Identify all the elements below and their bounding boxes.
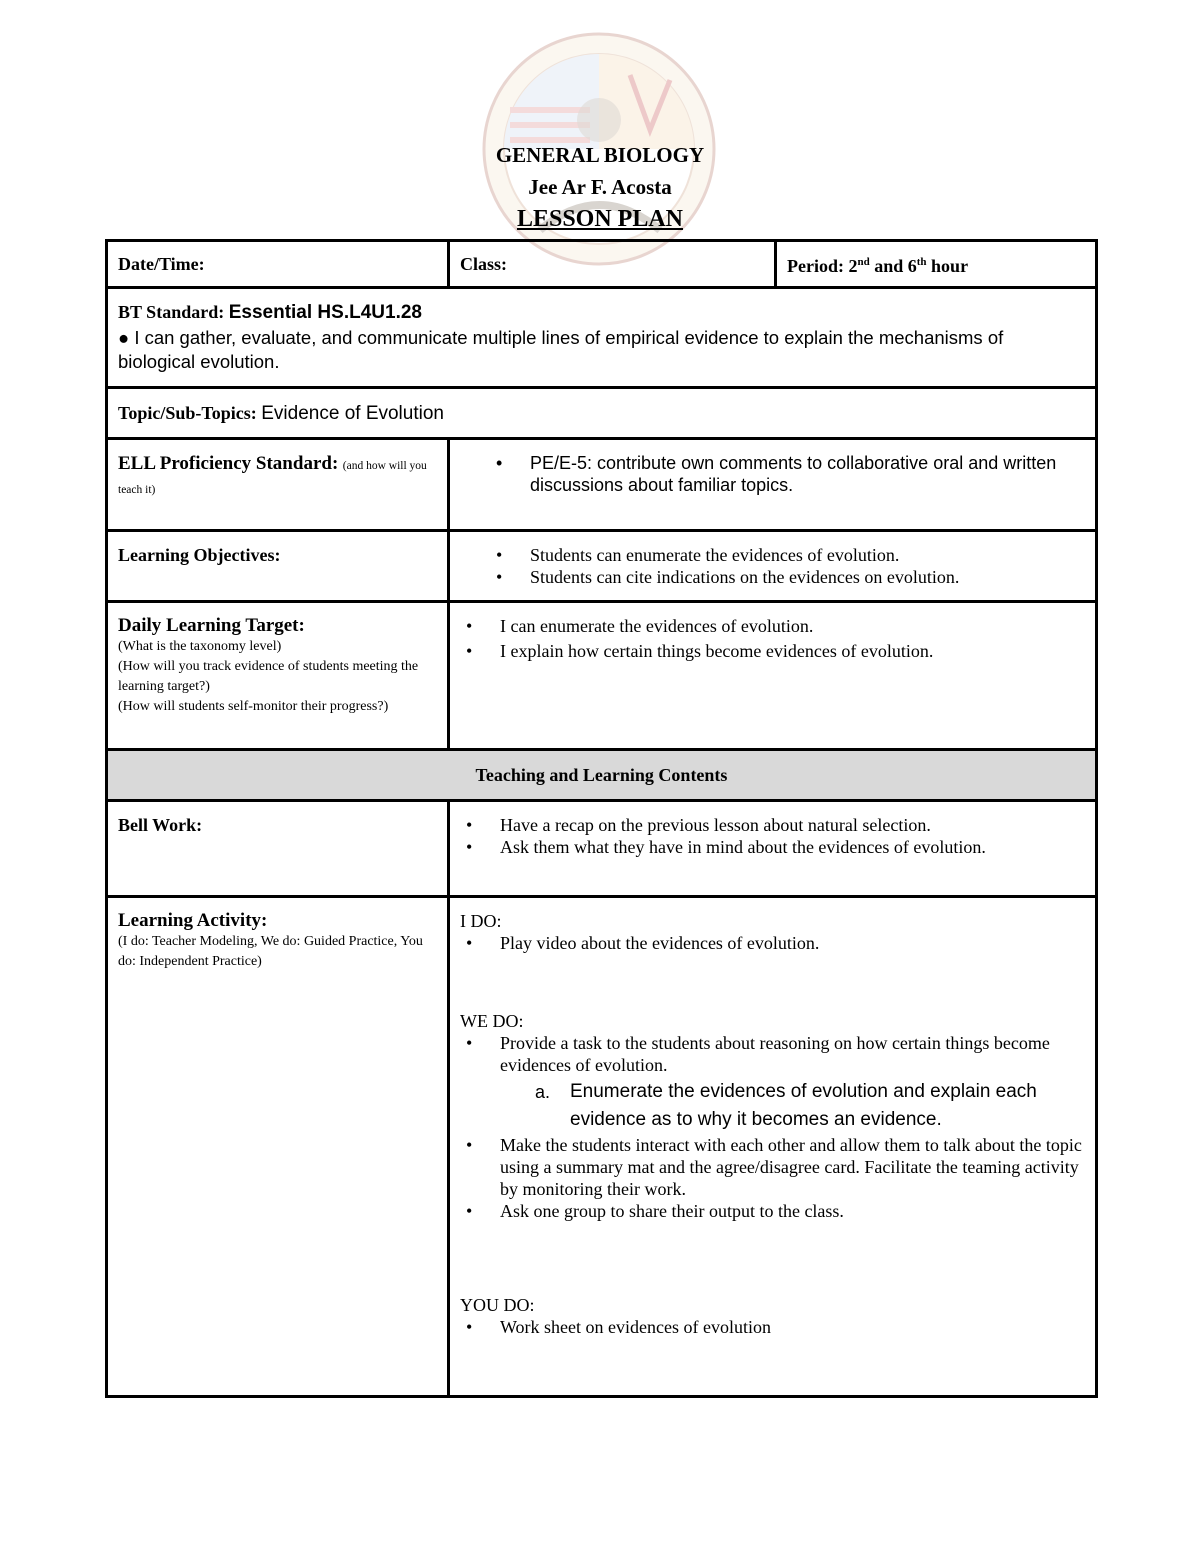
we-do-item bbox=[500, 1032, 1085, 1134]
objective-item: • Students can cite indications on the evidences on evolution. bbox=[530, 566, 1085, 588]
bell-work-item: • Have a recap on the previous lesson about natural selection. bbox=[500, 814, 1085, 836]
bell-work-label-cell bbox=[107, 801, 449, 897]
class-label: Class: bbox=[460, 254, 508, 274]
bell-work-item: • Ask them what they have in mind about the evidences of evolution. bbox=[500, 836, 1085, 858]
ell-row bbox=[107, 439, 1097, 531]
topic-label: Topic/Sub-Topics: bbox=[118, 402, 257, 423]
i-do-list bbox=[460, 932, 1085, 954]
info-row bbox=[107, 241, 1097, 288]
period-prefix: Period: 2 bbox=[787, 256, 858, 276]
target-label: Daily Learning Target: bbox=[118, 615, 305, 636]
target-label-cell bbox=[107, 602, 449, 750]
ell-content-cell bbox=[449, 439, 1097, 531]
ell-list bbox=[460, 452, 1085, 496]
target-row bbox=[107, 602, 1097, 750]
bt-standard-code: Essential HS.L4U1.28 bbox=[228, 302, 422, 323]
target-note: (How will you track evidence of students meeting the learning target?) bbox=[118, 659, 419, 694]
date-time-cell bbox=[107, 241, 449, 288]
activity-note: (I do: Teacher Modeling, We do: Guided Practice, You do: Independent Practice) bbox=[118, 934, 423, 969]
period-sup-nd: nd bbox=[857, 256, 870, 268]
you-do-list bbox=[460, 1316, 1085, 1338]
objectives-row bbox=[107, 531, 1097, 602]
activity-label: Learning Activity: bbox=[118, 910, 268, 931]
subject-title: GENERAL BIOLOGY bbox=[495, 143, 705, 167]
target-item: • I explain how certain things become evidences of evolution. bbox=[500, 640, 1085, 662]
bell-work-list bbox=[460, 814, 1085, 858]
activity-content-cell bbox=[449, 897, 1097, 1397]
target-content-cell bbox=[449, 602, 1097, 750]
we-do-subitem: a. Enumerate the evidences of evolution and explain each evidence as to why it becomes an evidence. bbox=[570, 1078, 1085, 1134]
objectives-label: Learning Objectives: bbox=[118, 545, 281, 565]
we-do-sublist bbox=[500, 1078, 1085, 1134]
topic-row bbox=[107, 388, 1097, 439]
target-note: (What is the taxonomy level) bbox=[118, 639, 282, 654]
ell-label: ELL Proficiency Standard: bbox=[118, 453, 339, 474]
target-item: • I can enumerate the evidences of evolution. bbox=[500, 615, 1085, 637]
teacher-name: Jee Ar F. Acosta bbox=[528, 175, 672, 199]
section-row bbox=[107, 750, 1097, 801]
we-do-label: WE DO: bbox=[460, 1011, 524, 1031]
we-do-item: • Ask one group to share their output to the class. bbox=[500, 1200, 1085, 1222]
bt-standard-label: BT Standard: bbox=[118, 302, 225, 322]
objectives-content-cell bbox=[449, 531, 1097, 602]
bell-work-label: Bell Work: bbox=[118, 815, 203, 835]
i-do-item: • Play video about the evidences of evolution. bbox=[500, 932, 1085, 954]
we-do-item-text: Provide a task to the students about reasoning on how certain things become evidences of evolution. bbox=[500, 1033, 1050, 1075]
bell-work-content-cell bbox=[449, 801, 1097, 897]
target-list bbox=[460, 615, 1085, 662]
topic-cell bbox=[107, 388, 1097, 439]
ell-label-cell bbox=[107, 439, 449, 531]
i-do-label: I DO: bbox=[460, 911, 502, 931]
bt-standard-row bbox=[107, 288, 1097, 388]
objectives-label-cell bbox=[107, 531, 449, 602]
bt-standard-cell bbox=[107, 288, 1097, 388]
you-do-item: • Work sheet on evidences of evolution bbox=[500, 1316, 1085, 1338]
ell-note: (and how will you teach it) bbox=[118, 460, 427, 496]
document-title: LESSON PLAN bbox=[516, 206, 684, 232]
you-do-label: YOU DO: bbox=[460, 1295, 535, 1315]
period-cell bbox=[776, 241, 1097, 288]
objective-item: • Students can enumerate the evidences of evolution. bbox=[530, 544, 1085, 566]
lesson-plan-table bbox=[105, 239, 1098, 1398]
we-do-list bbox=[460, 1032, 1085, 1222]
activity-row bbox=[107, 897, 1097, 1397]
bt-standard-text: ● I can gather, evaluate, and communicate multiple lines of empirical evidence to explain the mechanisms of biological evolution. bbox=[118, 327, 1004, 372]
topic-value: Evidence of Evolution bbox=[261, 402, 444, 424]
ell-item: • PE/E-5: contribute own comments to collaborative oral and written discussions about familiar topics. bbox=[530, 452, 1085, 496]
period-sup-th: th bbox=[916, 256, 927, 268]
bell-work-row bbox=[107, 801, 1097, 897]
period-mid: and 6 bbox=[869, 256, 917, 276]
class-cell bbox=[449, 241, 776, 288]
section-title: Teaching and Learning Contents bbox=[107, 750, 1097, 801]
date-time-label: Date/Time: bbox=[118, 254, 205, 274]
period-suffix: hour bbox=[926, 256, 969, 276]
activity-label-cell bbox=[107, 897, 449, 1397]
we-do-item: • Make the students interact with each other and allow them to talk about the topic using a summary mat and the agree/disagree card. Facilitate the teaming activity by monitoring their work. bbox=[500, 1134, 1085, 1200]
target-note: (How will students self-monitor their progress?) bbox=[118, 699, 389, 714]
objectives-list bbox=[460, 544, 1085, 588]
